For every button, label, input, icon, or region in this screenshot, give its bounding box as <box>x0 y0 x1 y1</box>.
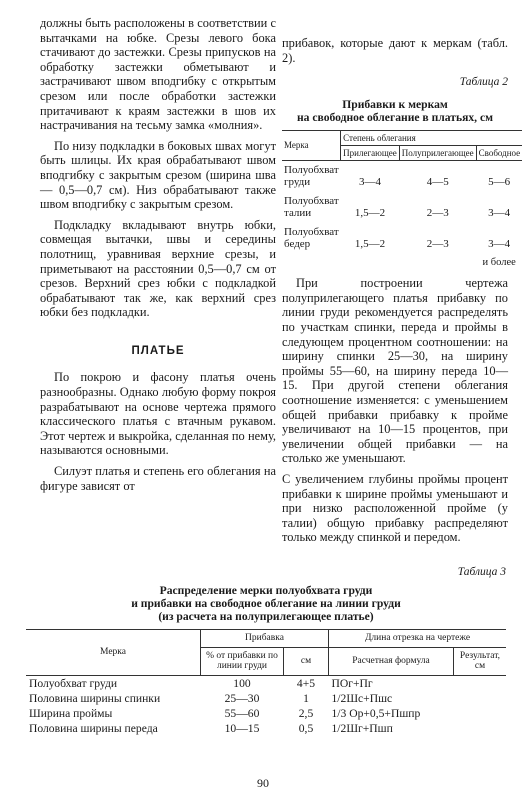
table3-measure: Ширина проймы <box>29 706 113 720</box>
table2-measure: Полуобхват бедер <box>284 225 339 251</box>
section-heading: ПЛАТЬЕ <box>131 344 185 357</box>
paragraph: При построении чертежа полуприлегающего платья прибавку по линии груди рекомендуется распределять по участкам спинки, переда и проймы в следующем процентном соотношении: на ширину спинки 25—30, на ширину проймы 55—60, на ширину переда 10—15. При другой степени облегания соотношение изменяется: с уменьшением общей прибавки прибавку к пройме увеличивают на 10—15 процентов, при увеличении общей прибавки — на столько же уменьшают. <box>282 276 508 466</box>
table3-percent: 25—30 <box>224 691 260 705</box>
table2-cell: 1,5—2 <box>354 207 386 220</box>
paragraph: По покрою и фасону платья очень разнообразны. Однако любую форму покроя разрабатывают на основе чертежа прямого классического платья с втачным рукавом. Этот чертеж и выкройка, сделанная по нему, называются основными. <box>40 370 276 458</box>
table3-result <box>454 706 507 721</box>
table3-title-line1: Распределение мерки полуобхвата груди <box>159 584 373 597</box>
table2-cell: 4—5 <box>426 176 449 189</box>
table2-cell: 3—4 <box>488 207 511 220</box>
table2-number: Таблица 2 <box>459 76 508 89</box>
table3-formula: ПОг+Пг <box>331 676 373 690</box>
table3-subheader: Результат, см <box>454 647 507 675</box>
table3-measure: Полуобхват груди <box>29 676 118 690</box>
table2-measure: Полуобхват талии <box>284 194 339 220</box>
table2-subheader: Полуприлегающее <box>399 145 476 160</box>
table3-formula: 1/2Шг+Пшп <box>331 721 393 735</box>
table3-measure: Половина ширины спинки <box>29 691 161 705</box>
table3-cm: 0,5 <box>298 721 314 735</box>
table2-title-line1: Прибавки к меркам <box>342 97 448 111</box>
table-row <box>282 223 522 254</box>
table3-header-addition: Прибавка <box>201 630 329 648</box>
table3-header-measure: Мерка <box>26 630 201 676</box>
table2-cell: 1,5—2 <box>354 238 386 251</box>
table3-measure: Половина ширины переда <box>29 721 158 735</box>
table2-title-line2: на свободное облегание в платьях, см <box>297 110 493 124</box>
left-column <box>40 16 276 499</box>
table-row <box>26 721 506 736</box>
table2-cell: 3—4 <box>358 176 381 189</box>
table2-cell: 5—6 <box>488 176 511 189</box>
table-row <box>282 192 522 223</box>
table3 <box>26 629 506 736</box>
table2-note: и более <box>482 256 516 268</box>
table3-title-line3: (из расчета на полуприлегающее платье) <box>158 610 374 623</box>
paragraph: С увеличением глубины проймы процент прибавки к ширине проймы уменьшают и при низко расположенной пройме (у талии) общую прибавку распределяют только между спинкой и передом. <box>282 472 508 545</box>
table-row <box>26 706 506 721</box>
table3-subheader: % от прибавки по линии груди <box>201 647 284 675</box>
table3-cm: 4+5 <box>296 676 316 690</box>
table3-title-line2: и прибавки на свободное облегание на линии груди <box>131 597 401 610</box>
table3-result <box>454 675 507 691</box>
table3-percent: 100 <box>233 676 251 690</box>
table-row <box>26 675 506 691</box>
table3-subheader: Расчетная формула <box>329 647 454 675</box>
table3-title <box>26 584 506 623</box>
table2-cell: 3—4 <box>488 238 511 251</box>
table2-cell: 2—3 <box>426 238 449 251</box>
paragraph: По низу подкладки в боковых швах могут быть шлицы. Их края обрабатывают швом вподгибку с закрытым срезом (ширина шва — 0,5—0,7 см). Низ обрабатывают также швом вподгибку с закрытым срезом. <box>40 138 276 212</box>
table2 <box>282 130 522 273</box>
page-number: 90 <box>257 776 269 790</box>
table3-result <box>454 721 507 736</box>
paragraph: Силуэт платья и степень его облегания на фигуре зависят от <box>40 464 276 493</box>
paragraph: Подкладку вкладывают внутрь юбки, совмещая вытачки, швы и середины полотнищ, уравнивая верхние срезы, и приметывают на расстоянии 0,5—0,7 см от срезов. Верхний срез юбки с подкладкой обрабатывают так же, как верхний срез юбки без подкладки. <box>40 217 276 320</box>
table2-subheader: Прилегающее <box>341 145 400 160</box>
table3-header-length: Длина отрезка на чертеже <box>329 630 507 648</box>
table3-cm: 2,5 <box>298 706 314 720</box>
table2-subheader: Свободное <box>476 145 522 160</box>
table2-header-measure: Мерка <box>282 130 341 160</box>
table2-cell: 2—3 <box>426 207 449 220</box>
table3-formula: 1/3 Ор+0,5+Пшпр <box>331 706 421 720</box>
table3-percent: 10—15 <box>224 721 260 735</box>
paragraph: должны быть расположены в соответствии с вытачками на юбке. Срезы левого бока стачивают до застежки. Срезы припусков на обработку застежки обметывают и застрачивают швом вподгибку с открытым срезом или после обработки застежки притачивают к краям застежки в шов их настрачивания на тесьму замка «молния». <box>40 16 276 133</box>
table2-measure: Полуобхват груди <box>284 163 339 189</box>
table2-title <box>282 98 508 124</box>
table-row <box>282 160 522 192</box>
right-column <box>282 36 521 551</box>
table3-cm: 1 <box>303 691 309 705</box>
table3-result <box>454 691 507 706</box>
table2-header-degree: Степень облегания <box>341 130 522 145</box>
table3-subheader: см <box>284 647 329 675</box>
table-row <box>26 691 506 706</box>
table3-number: Таблица 3 <box>457 566 506 578</box>
paragraph: прибавок, которые дают к меркам (табл. 2). <box>282 36 508 65</box>
table3-block <box>26 566 506 736</box>
table3-formula: 1/2Шс+Пшс <box>331 691 393 705</box>
table3-percent: 55—60 <box>224 706 260 720</box>
